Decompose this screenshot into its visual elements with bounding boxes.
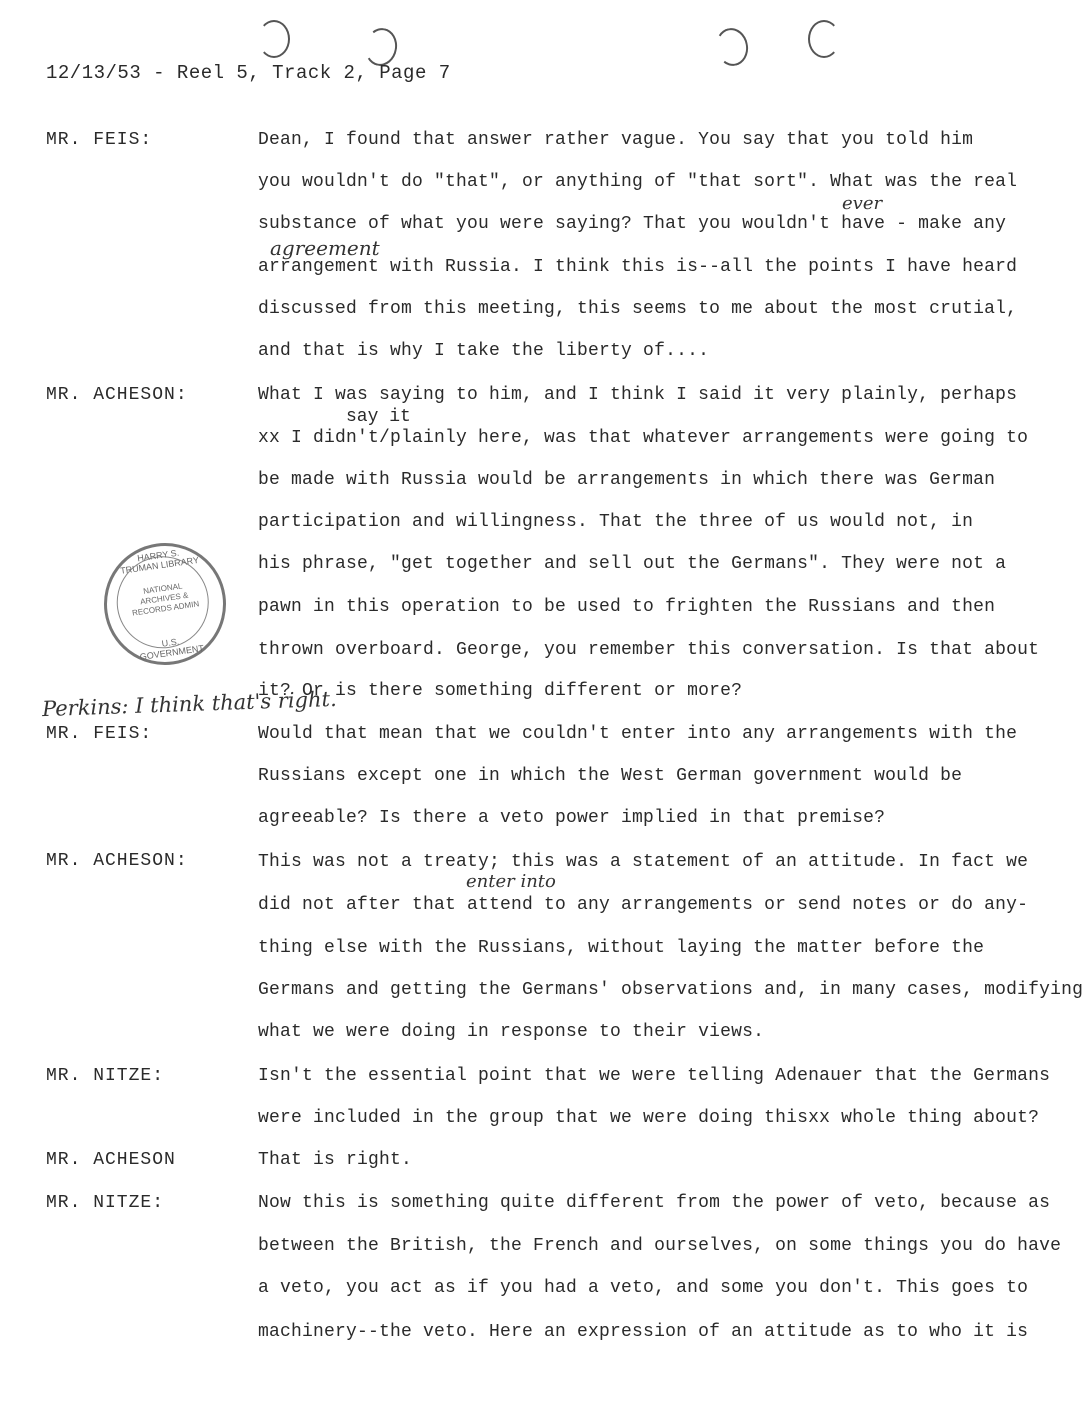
transcript-line: a veto, you act as if you had a veto, and some you don't. This goes to: [258, 1278, 1029, 1298]
transcript-line: did not after that attend to any arrangements or send notes or do any-: [258, 895, 1029, 915]
transcript-line: arrangement with Russia. I think this is--all the points I have heard: [258, 257, 1018, 277]
transcript-line: pawn in this operation to be used to frighten the Russians and then: [258, 597, 996, 617]
speaker-label: MR. NITZE:: [46, 1066, 165, 1086]
transcript-line: it? Or is there something different or more?: [258, 681, 743, 701]
handwritten-note: Perkins: I think that's right.: [41, 686, 338, 722]
stamp-top-text: HARRY S. TRUMAN LIBRARY: [119, 547, 200, 576]
stamp-inner-text: NATIONAL ARCHIVES & RECORDS ADMIN: [131, 581, 200, 618]
transcript-line: were included in the group that we were doing thisxx whole thing about?: [258, 1108, 1040, 1128]
speaker-label: MR. ACHESON:: [46, 385, 188, 405]
speaker-label: MR. ACHESON: [46, 1150, 176, 1170]
transcript-line: This was not a treaty; this was a statement of an attitude. In fact we: [258, 852, 1029, 872]
transcript-line: and that is why I take the liberty of....: [258, 341, 710, 361]
transcript-line: be made with Russia would be arrangements in which there was German: [258, 470, 996, 490]
stamp-bottom-text: U.S. GOVERNMENT: [139, 636, 205, 662]
typed-insertion: say it: [346, 407, 411, 427]
transcript-line: participation and willingness. That the three of us would not, in: [258, 512, 974, 532]
speaker-label: MR. FEIS:: [46, 724, 153, 744]
punch-hole-mark: [713, 26, 751, 69]
handwritten-insertion: ever: [842, 193, 883, 214]
punch-hole-mark: [808, 20, 840, 58]
transcript-line: you wouldn't do "that", or anything of "that sort". What was the real: [258, 172, 1018, 192]
transcript-line: Dean, I found that answer rather vague. You say that you told him: [258, 130, 974, 150]
handwritten-insertion: agreement: [270, 236, 380, 260]
transcript-line: xx I didn't/plainly here, was that whatever arrangements were going to: [258, 428, 1029, 448]
transcript-line: his phrase, "get together and sell out the Germans". They were not a: [258, 554, 1007, 574]
punch-hole-mark: [258, 20, 290, 58]
handwritten-insertion: enter into: [466, 871, 556, 892]
transcript-line: what we were doing in response to their views.: [258, 1022, 765, 1042]
transcript-line: Isn't the essential point that we were telling Adenauer that the Germans: [258, 1066, 1051, 1086]
page-header: 12/13/53 - Reel 5, Track 2, Page 7: [46, 62, 451, 84]
transcript-line: machinery--the veto. Here an expression of an attitude as to who it is: [258, 1322, 1029, 1342]
transcript-line: Germans and getting the Germans' observations and, in many cases, modifying: [258, 980, 1084, 1000]
transcript-line: That is right.: [258, 1150, 413, 1170]
transcript-line: substance of what you were saying? That you wouldn't have - make any: [258, 214, 1007, 234]
transcript-line: thing else with the Russians, without laying the matter before the: [258, 938, 985, 958]
transcript-line: discussed from this meeting, this seems to me about the most crutial,: [258, 299, 1018, 319]
archive-stamp: [96, 535, 234, 673]
speaker-label: MR. FEIS:: [46, 130, 153, 150]
transcript-line: Russians except one in which the West German government would be: [258, 766, 963, 786]
speaker-label: MR. NITZE:: [46, 1193, 165, 1213]
transcript-line: Now this is something quite different from the power of veto, because as: [258, 1193, 1051, 1213]
transcript-line: thrown overboard. George, you remember this conversation. Is that about: [258, 640, 1040, 660]
transcript-line: Would that mean that we couldn't enter into any arrangements with the: [258, 724, 1018, 744]
transcript-line: between the British, the French and ourselves, on some things you do have: [258, 1236, 1062, 1256]
transcript-line: agreeable? Is there a veto power implied in that premise?: [258, 808, 886, 828]
transcript-line: What I was saying to him, and I think I said it very plainly, perhaps: [258, 385, 1018, 405]
speaker-label: MR. ACHESON:: [46, 851, 188, 871]
